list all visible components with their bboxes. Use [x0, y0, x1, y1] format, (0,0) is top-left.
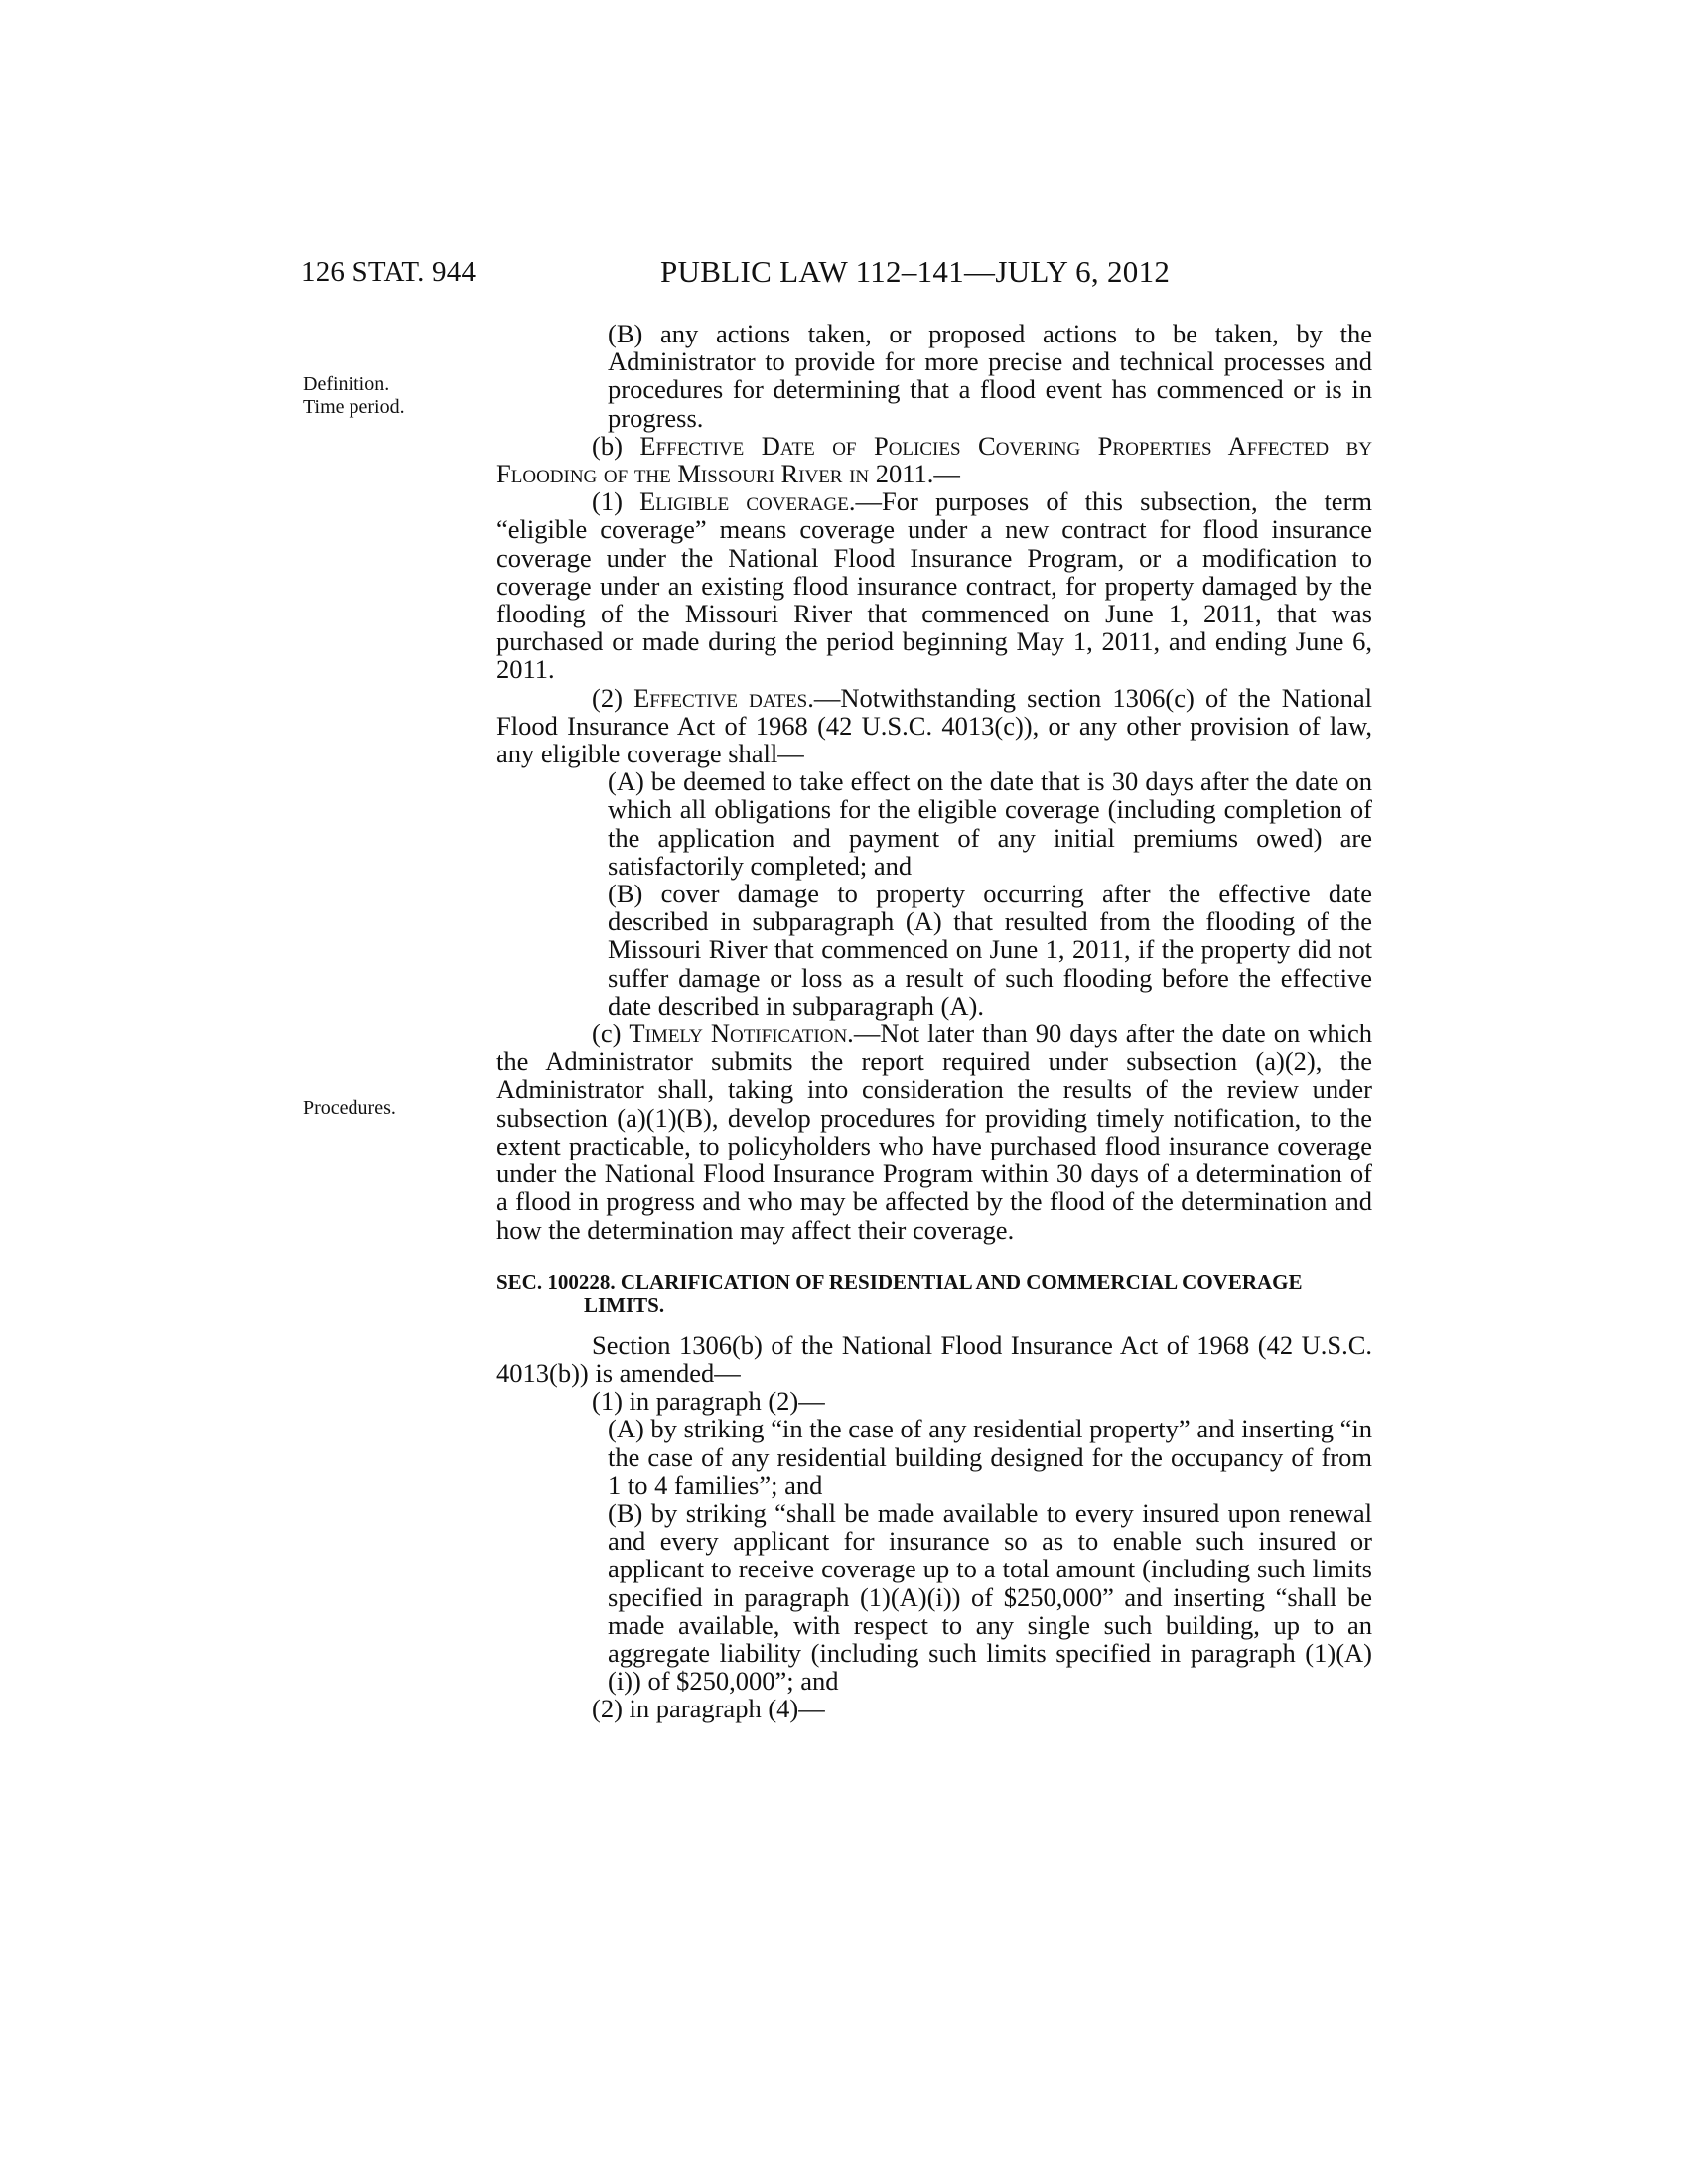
paragraph-b-2-heading: Effective dates.: [633, 682, 814, 713]
section-intro: Section 1306(b) of the National Flood Insurance Act of 1968 (42 U.S.C. 4013(b)) is amended—: [496, 1329, 1372, 1388]
paragraph-b-2-label: (2): [592, 682, 623, 713]
amendment-1-A: (A) by striking “in the case of any residential property” and inserting “in the case of any residential building designed for the occupancy of from 1 to 4 families”; and: [608, 1414, 1372, 1500]
subsection-b-heading: Effective Date of Policies Covering Properties Affected by Flooding of the Missouri River in 2011.: [496, 430, 1373, 489]
paragraph-b-1-heading: Eligible coverage.: [639, 486, 856, 517]
amendment-1: (1) in paragraph (2)—: [592, 1386, 825, 1417]
subsection-c-heading: Timely Notification.: [629, 1019, 854, 1049]
subsection-c-label: (c): [592, 1019, 622, 1049]
subsection-c: [496, 1020, 1372, 1244]
margin-note-time-period: Time period.: [303, 396, 405, 418]
paragraph-b-2-text: —Notwithstanding section 1306(c) of the National Flood Insurance Act of 1968 (42 U.S.C. 4013(c)), or any other provision of law, any eligible coverage shall—: [496, 682, 1372, 769]
paragraph-b-1: [496, 487, 1372, 683]
subparagraph-b-2-B: (B) cover damage to property occurring after the effective date described in subparagraph (A) that resulted from the flooding of the Missouri River that commenced on June 1, 2011, if the property did not suffer damage or loss as a result of such flooding before the effective date described in subparagraph (A).: [608, 879, 1372, 1021]
amendment-1-B: (B) by striking “shall be made available to every insured upon renewal and every applicant for insurance so as to enable such insured or applicant to receive coverage up to a total amount (including such limits specified in paragraph (1)(A)(i)) of $250,000” and inserting “shall be made available, with respect to any single such building, up to an aggregate liability (including such limits specified in paragraph (1)(A)(i)) of $250,000”; and: [608, 1497, 1372, 1697]
paragraph-b-1-text: —For purposes of this subsection, the term “eligible coverage” means coverage under a new contract for flood insurance coverage under the National Flood Insurance Program, or a modification to coverage under an existing flood insurance contract, for property damaged by the flooding of the Missouri River that commenced on June 1, 2011, that was purchased or made during the period beginning May 1, 2011, and ending June 6, 2011.: [496, 486, 1373, 685]
subsection-b-dash: —: [933, 459, 960, 489]
margin-note-procedures: Procedures.: [303, 1097, 396, 1119]
paragraph-a-1-B: (B) any actions taken, or proposed actions to be taken, by the Administrator to provide for more precise and technical processes and procedures for determining that a flood event has commenced or is in progress.: [608, 319, 1372, 433]
paragraph-b-2: [496, 684, 1372, 768]
section-heading: SEC. 100228. CLARIFICATION OF RESIDENTIAL AND COMMERCIAL COVERAGE LIMITS.: [496, 1269, 1303, 1317]
amendment-2: (2) in paragraph (4)—: [592, 1694, 825, 1724]
page-title: PUBLIC LAW 112–141—JULY 6, 2012: [660, 254, 1171, 289]
document-body: [496, 320, 1372, 1723]
subsection-b: [496, 432, 1372, 487]
subsection-c-text: —Not later than 90 days after the date on which the Administrator submits the report required under subsection (a)(2), the Administrator shall, taking into consideration the results of the review under subsection (a)(1)(B), develop procedures for providing timely notification, to the extent practicable, to policyholders who have purchased flood insurance coverage under the National Flood Insurance Program within 30 days of a determination of a flood in progress and who may be affected by the flood of the determination and how the determination may affect their coverage.: [496, 1019, 1372, 1245]
statute-page-number: 126 STAT. 944: [301, 256, 477, 288]
subparagraph-b-2-A-text: (A) be deemed to take effect on the date that is 30 days after the date on which all obligations for the eligible coverage (including completion of the application and payment of any initial premiums owed) are satisfactorily completed; and: [608, 766, 1372, 881]
subsection-b-label: (b): [592, 430, 623, 461]
subparagraph-b-2-A: [496, 767, 1372, 880]
margin-note-definition: Definition.: [303, 373, 390, 395]
paragraph-b-1-label: (1): [592, 486, 623, 517]
